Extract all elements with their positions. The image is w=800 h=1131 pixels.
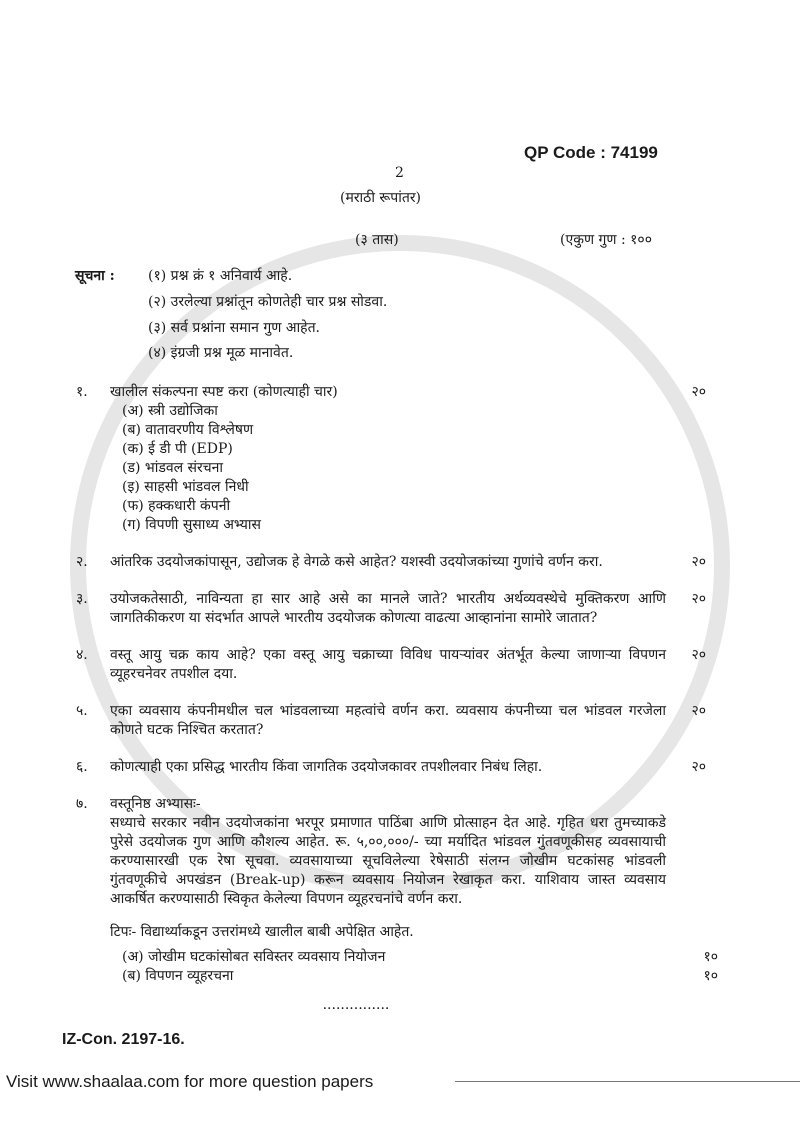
question-text: आंतरिक उदयोजकांपासून, उद्योजक हे वेगळे कसे आहेत? यशस्वी उदयोजकांच्या गुणांचे वर्णन करा.: [110, 554, 603, 570]
question-body: [110, 383, 666, 535]
question-marks: २०: [691, 591, 706, 607]
questions-section: [62, 0, 718, 1051]
question-text: उयोजकतेसाठी, नाविन्यता हा सार आहे असे का मानले जाते? भारतीय अर्थव्यवस्थेचे मुक्तिकरण आणि जागतिकीकरण या संदर्भात आपले भारतीय उदयोजक कोणत्या वाढत्या आव्हानांना सामोरे जातात?: [110, 591, 666, 626]
qp-code: QP Code : 74199: [524, 143, 658, 162]
question-marks: २०: [691, 647, 706, 663]
case-study-paragraph: सध्याचे सरकार नवीन उदयोजकांना भरपूर प्रमाणात पाठिंबा आणि प्रोत्साहन देत आहे. गृहित धरा तुमच्याकडे पुरेसे उदयोजक गुण आणि कौशल्य आहेत. रू. ५,००,०००/- च्या मर्यादित भांडवल गुंतवणूकीसह व्यवसायाची करण्यासारखी एक रेषा सूचवा. व्यवसायाच्या सूचविलेल्या रेषेसाठी संलग्न जोखीम घटकांसह भांडवली गुंतवणूकीचे अपखंडन (Break-up) करून व्यवसाय नियोजन रेखाकृत करा. याशिवाय जास्त व्यवसाय आकर्षित करण्यासाठी स्विकृत केलेल्या विपणन व्यूहरचनांचे वर्णन करा.: [110, 815, 666, 907]
question-4: [76, 646, 716, 684]
sub-item-marks: १०: [703, 949, 718, 965]
instruction-item: (४) इंग्रजी प्रश्न मूळ मानावेत.: [148, 345, 294, 361]
question-6: [76, 758, 716, 777]
instruction-item: (१) प्रश्न क्रं १ अनिवार्य आहे.: [148, 268, 293, 284]
question-text: वस्तूनिष्ठ अभ्यासः-: [110, 796, 201, 812]
duration: (३ तास): [355, 232, 399, 248]
question-marks: २०: [691, 703, 706, 719]
question-number: १.: [76, 384, 88, 400]
question-text: वस्तू आयु चक्र काय आहे? एका वस्तू आयु चक्राच्या विविध पायऱ्यांवर अंतर्भूत केल्या जाणाऱ्या विपणन व्यूहरचनेवर तपशील दया.: [110, 647, 666, 682]
footer-divider: [455, 1081, 800, 1082]
question-body: [110, 795, 666, 942]
sub-item: (इ) साहसी भांडवल निधी: [122, 479, 249, 495]
sub-item-marks: १०: [703, 968, 718, 984]
question-number: ६.: [76, 759, 88, 775]
question-3: [76, 590, 716, 628]
sub-item-row: [110, 967, 718, 986]
question-number: ४.: [76, 647, 88, 663]
sub-item: (अ) जोखीम घटकांसोबत सविस्तर व्यवसाय नियोजन: [122, 949, 386, 965]
sub-item: (ड) भांडवल संरचना: [122, 460, 224, 476]
question-text: कोणत्याही एका प्रसिद्ध भारतीय किंवा जागतिक उदयोजकावर तपशीलवार निबंध लिहा.: [110, 759, 543, 775]
footer-code: IZ-Con. 2197-16.: [62, 1031, 185, 1048]
footer-link[interactable]: Visit www.shaalaa.com for more question papers: [6, 1071, 377, 1093]
question-marks: २०: [691, 554, 706, 570]
tip-text: टिपः- विद्यार्थ्याकडून उत्तरांमध्ये खालील बाबी अपेक्षित आहेत.: [110, 924, 414, 940]
question-1: [76, 383, 716, 535]
question-text: खालील संकल्पना स्पष्ट करा (कोणत्याही चार): [110, 384, 338, 400]
question-5: [76, 702, 716, 740]
sub-item-row: [110, 948, 718, 967]
question-number: ३.: [76, 591, 88, 607]
sub-item: (ब) वातावरणीय विश्लेषण: [122, 422, 254, 438]
sub-item: (क) ई डी पी (EDP): [122, 441, 233, 457]
question-text: एका व्यवसाय कंपनीमधील चल भांडवलाच्या महत्वांचे वर्णन करा. व्यवसाय कंपनीच्या चल भांडवल गरजेला कोणते घटक निश्चित करतात?: [110, 703, 666, 738]
question-marks: २०: [691, 759, 706, 775]
question-number: २.: [76, 554, 88, 570]
end-marker: ...............: [322, 997, 390, 1013]
question-number: ७.: [76, 796, 88, 812]
subtitle: (मराठी रूपांतर): [340, 190, 422, 206]
page-number: 2: [395, 165, 404, 181]
question-marks: २०: [691, 384, 706, 400]
question-number: ५.: [76, 703, 88, 719]
instructions-label: सूचना :: [75, 268, 115, 284]
instruction-item: (२) उरलेल्या प्रश्नांतून कोणतेही चार प्रश्न सोडवा.: [148, 294, 388, 310]
total-marks: (एकुण गुण : १००: [560, 232, 652, 248]
footer: [0, 1071, 800, 1095]
question-7: [76, 795, 716, 942]
sub-item: (अ) स्त्री उद्योजिका: [122, 403, 218, 419]
question-2: [76, 553, 716, 572]
sub-item: (फ) हक्कधारी कंपनी: [122, 498, 231, 514]
sub-item: (ग) विपणी सुसाध्य अभ्यास: [122, 517, 261, 533]
instruction-item: (३) सर्व प्रश्नांना समान गुण आहेत.: [148, 320, 320, 336]
sub-item: (ब) विपणन व्यूहरचना: [122, 968, 234, 984]
